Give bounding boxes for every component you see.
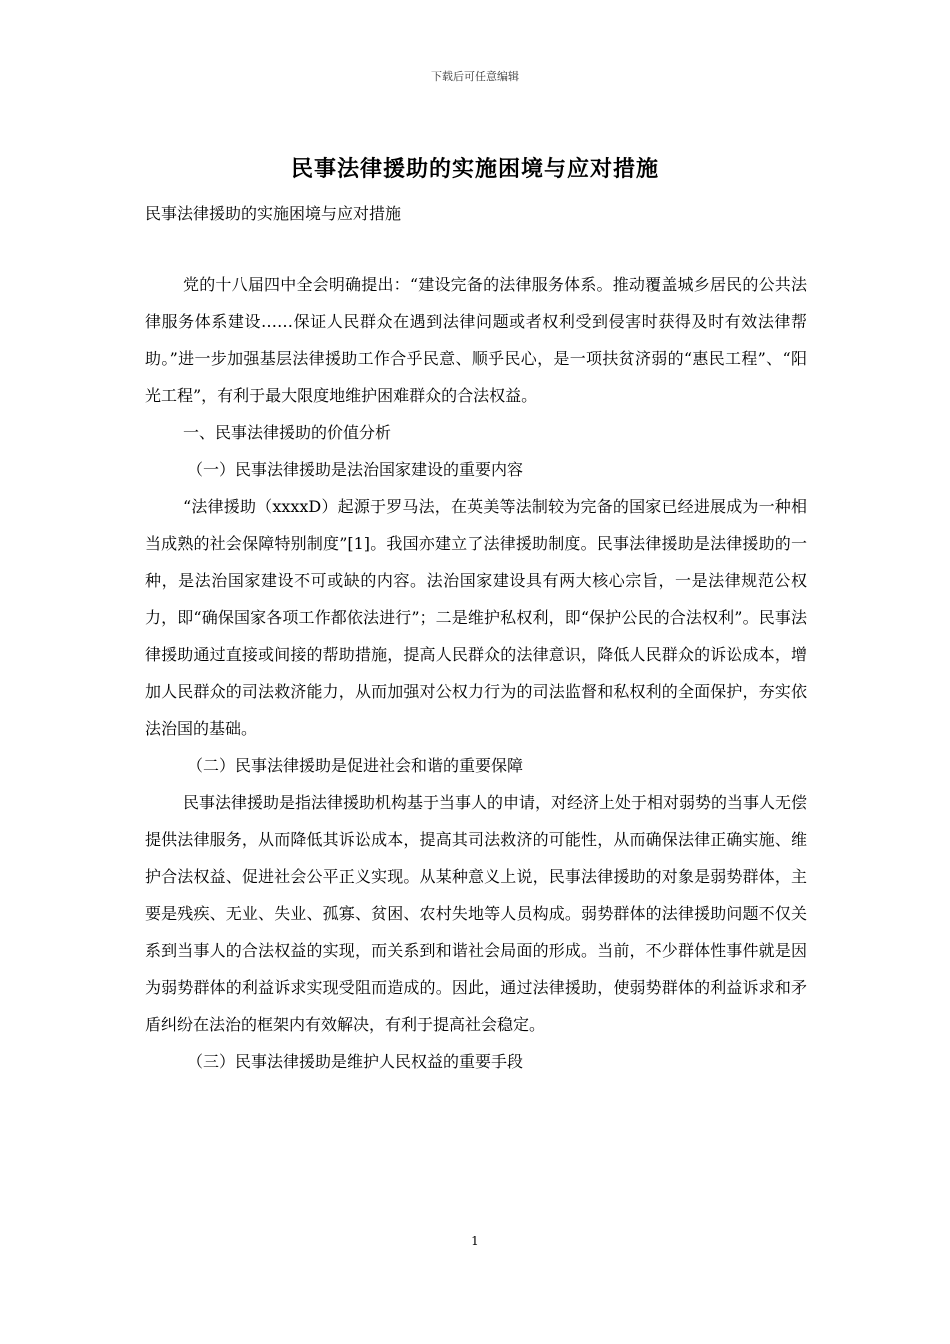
subsection-heading-1: （一）民事法律援助是法治国家建设的重要内容 [187,460,524,479]
page-title: 民事法律援助的实施困境与应对措施 [290,156,659,182]
subsection-heading-2: （二）民事法律援助是促进社会和谐的重要保障 [187,756,524,775]
document-subtitle: 民事法律援助的实施困境与应对措施 [145,204,402,223]
paragraph-3: 民事法律援助是指法律援助机构基于当事人的申请，对经济上处于相对弱势的当事人无偿提供法律服务，从而降低其诉讼成本，提高其司法救济的可能性，从而确保法律正确实施、维护合法权益、促进社会公平正义实现。从某种意义上说，民事法律援助的对象是弱势群体，主要是残疾、无业、失业、孤寡、贫困、农村失地等人员构成。弱势群体的法律援助问题不仅关系到当事人的合法权益的实现，而关系到和谐社会局面的形成。当前，不少群体性事件就是因为弱势群体的利益诉求实现受阻而造成的。因此，通过法律援助，使弱势群体的利益诉求和矛盾纠纷在法治的框架内有效解决，有利于提高社会稳定。 [145,793,808,1034]
subsection-heading-3: （三）民事法律援助是维护人民权益的重要手段 [187,1052,524,1071]
page-number: 1 [471,1234,479,1248]
section-heading-1: 一、民事法律援助的价值分析 [183,423,392,442]
paragraph-2: “法律援助（xxxxD）起源于罗马法，在英美等法制较为完备的国家已经进展成为一种相当成熟的社会保障特别制度”[1]。我国亦建立了法律援助制度。民事法律援助是法律援助的一种，是法治国家建设不可或缺的内容。法治国家建设具有两大核心宗旨，一是法律规范公权力，即“确保国家各项工作都依法进行”；二是维护私权利，即“保护公民的合法权利”。民事法律援助通过直接或间接的帮助措施，提高人民群众的法律意识，降低人民群众的诉讼成本，增加人民群众的司法救济能力，从而加强对公权力行为的司法监督和私权利的全面保护，夯实依法治国的基础。 [145,497,807,738]
page-header: 下载后可任意编辑 [431,70,519,83]
document-body [145,266,807,1080]
paragraph-intro: 党的十八届四中全会明确提出：“建设完备的法律服务体系。推动覆盖城乡居民的公共法律服务体系建设……保证人民群众在遇到法律问题或者权利受到侵害时获得及时有效法律帮助。”进一步加强基层法律援助工作合乎民意、顺乎民心，是一项扶贫济弱的“惠民工程”、“阳光工程”，有利于最大限度地维护困难群众的合法权益。 [145,275,807,405]
